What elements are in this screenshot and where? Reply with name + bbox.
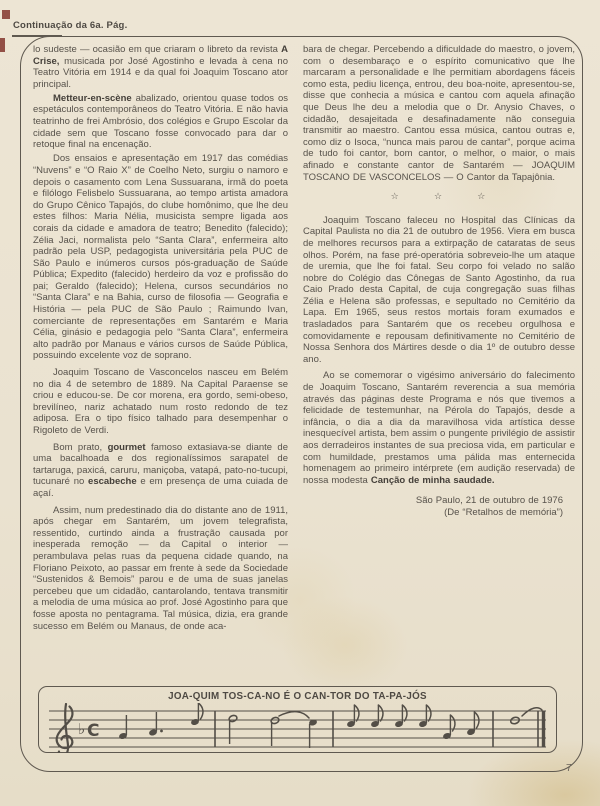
paragraph [33,442,288,500]
music-notes-measure-1 [118,703,215,747]
print-artifact-mark [2,10,10,19]
signoff-place-date: São Paulo, 21 de outubro de 1976 [415,495,563,507]
bold-text-segment: gourmet [107,441,146,453]
text-segment: e em presença de uma cuiada de açaí. [33,476,288,499]
stars-separator: ☆ ☆ ☆ [390,192,502,203]
signoff [303,495,575,519]
paragraph [303,215,575,366]
page-number: 7 [566,762,572,774]
left-column [33,44,288,635]
print-artifact-mark [0,38,5,52]
text-segment: Joaquim Toscano faleceu no Hospital das Clínicas da Capital Paulista no dia 21 de outubro de 1956. Viera em busca de melhores recursos para a extirpação de cataratas de seus olhos. Porém, na fase pré-operatória sobreveio-lhe um ataque de uremia, que lhe foi fatal. Seu corpo foi velado no salão nobre do Colégio das Cônegas de Santo Agostinho, da rua Caio Prado desta Capital, de cuja congregação suas filhas Zélia e Helena são professas, e sepultado no Cemitério da Lapa. Em 1965, seus restos mortais foram exumados e trasladados para Santarém que os recebeu orgulhosa e comovidamente e repousam definitivamente no Cemitério de Nossa Senhora dos Mártires desde o dia 1º de outubro desse ano. [303,214,575,365]
text-segment: lo sudeste — ocasião em que criaram o libreto da revista [33,44,282,55]
flat-sign: ♭ [78,720,86,738]
text-segment: Ao se comemorar o vigésimo aniversário do falecimento de Joaquim Toscano, Santarém reverencia a sua memória através das páginas deste Programa e nós que tivemos a felicidade de testemunhar, na Pérola do Tapajós, desde a infância, o dia a dia da maravilhosa vida artística desse inesquecível artista, bem assim o pungente privilégio de assistir aos derradeiros instantes de sua preciosa vida, em particular e com humildade, prestamos uma pálida mas enternecida homenagem ao primeiro intérprete (em audição reservada) de nossa modesta [303,370,575,486]
music-notation-staff [45,703,550,753]
paragraph [303,370,575,486]
right-column [303,44,575,635]
continuation-note: Continuação da 6a. Pág. [13,20,128,31]
text-segment: Assim, num predestinado dia do distante ano de 1911, após chegar em Santarém, um jovem telegrafista, ressentido, curtindo ainda a frustração causada por inesperada remoção — da Capital o interior — perambulava pelas ruas da pequena cidade quando, na Floriano Peixoto, ao passar em frente à sede da Sociedade “Sustenidos & Bemois” parou e de uma de suas janelas percebeu que um cidadão, cantarolando, tentava transmitir a melodia de uma música ao prof. José Agostinho para que fosse aposta no pentagrama. Tal música, dizia, era grande sucesso em Belém ou Manaus, de onde aca- [33,504,288,632]
paragraph [303,44,575,183]
common-time-sign: C [87,721,100,741]
signoff-source: (De “Retalhos de memória”) [444,507,563,519]
text-segment: famoso extasiava-se diante de uma bacalhoada e dos regionalíssimos sarapatel de tartaruga, paxicá, caruru, maniçoba, vatapá, pato-no-tucupi, tucunaré no [33,441,289,488]
bold-text-segment: Metteur-en-scène [53,92,132,104]
bold-text-segment: escabeche [88,476,137,488]
bold-text-segment: A Crise, [33,44,288,67]
text-segment: bara de chegar. Percebendo a dificuldade do maestro, o jovem, com o desembaraço e o espírito comunicativo que lhe marcaram a personalidade e lhe permitiam abordagens fáceis como esta, pediu licença, entrou, deu boa-noite, apresentou-se, disse que conhecia a música e cantou com aquela afinação que Deus lhe deu a melodia que o Dr. Anysio Chaves, o cidadão, desajeitada e desafinadamente não conseguia transmitir ao maestro. Cantou essa música, cantou outras e, como diz o Isoca, “nunca mais parou de cantar”, porque acima de tudo foi cantor, bom cantor, o melhor, o maior, o mais afinado e constante cantor de Santarém — JOAQUIM TOSCANO DE VASCONCELOS — O Cantor da Tapajônia. [303,44,575,183]
text-segment: musicada por José Agostinho e levada à cena no Teatro Vitória em 1914 e da qual foi Joaquim Toscano ator principal. [33,55,288,90]
article-columns [33,44,575,635]
right-column-top-paragraphs [303,44,575,183]
paragraph [33,44,288,90]
bold-text-segment: Canção de minha saudade. [370,474,495,486]
text-segment: Dos ensaios e apresentação em 1917 das comédias “Nuvens” e “O Raio X” de Coelho Neto, surgiu o namoro e depois o casamento com Lena Sussuarana, irmã do poeta e filólogo Felisbelo Sussuarana, ao tempo artista amadora do Grupo Cênico Tapajós, do clube homônimo, que lhe deu estes filhos: Maria Nélia, musicista sempre ligada aos corais da cidade e amadora de teatro; Benedito (falecido); Zélia Jaci, normalista pelo “Santa Clara”, enfermeira alto padrão pela USP, pedagogista universitária pela PUC de São Paulo e inúmeros cursos pós-graduação de Saúde Pública; Expedito (falecido) herdeiro da voz e profissão do pai; Geraldo (falecido); Helena, cursos secundários no “Santa Clara” e na Bahia, curso de filosofia — Geografia e História — pela PUC de São Paulo ; Raimundo Ivan, comerciante de representações em Santarém e Maria Célia, ginásio e pedagogia pelo “Santa Clara”, enfermeira alto padrão por Manaus e vários cursos de Saúde Pública, possuindo excelente voz de soprano. [33,153,288,362]
tie-arc [279,712,309,718]
final-tie-arc [522,708,542,716]
paragraph [33,505,288,633]
text-segment: abalizado, orientou quase todos os espetáculos contemporâneos do Teatro Vitória. E não havia teatrinho de frei Ambrósio, dos colégios e Grupo Escolar da cidade sem que Toscano fosse convocado para dar o retoque final na encenação. [33,92,288,151]
paragraph [33,367,288,437]
music-notes-measure-4 [510,708,544,747]
paragraph [33,93,288,151]
right-column-bottom-paragraphs [303,215,575,487]
music-score-box [38,686,557,753]
text-segment: Bom prato, [53,441,108,453]
paragraph [33,153,288,362]
music-lyric-title: JOA-QUIM TOS-CA-NO É O CAN-TOR DO TA-PA-JÓS [168,691,427,702]
text-segment: Joaquim Toscano de Vasconcelos nasceu em Belém no dia 4 de setembro de 1889. Na Capital Paraense se criou e educou-se. De cor morena, era gordo, semi-obeso, brevilíneo, nariz achatado num rosto redondo de tez adiposa. Era o tipo físico talhado para desempenhar o Rigoleto de Verdi. [33,367,288,436]
